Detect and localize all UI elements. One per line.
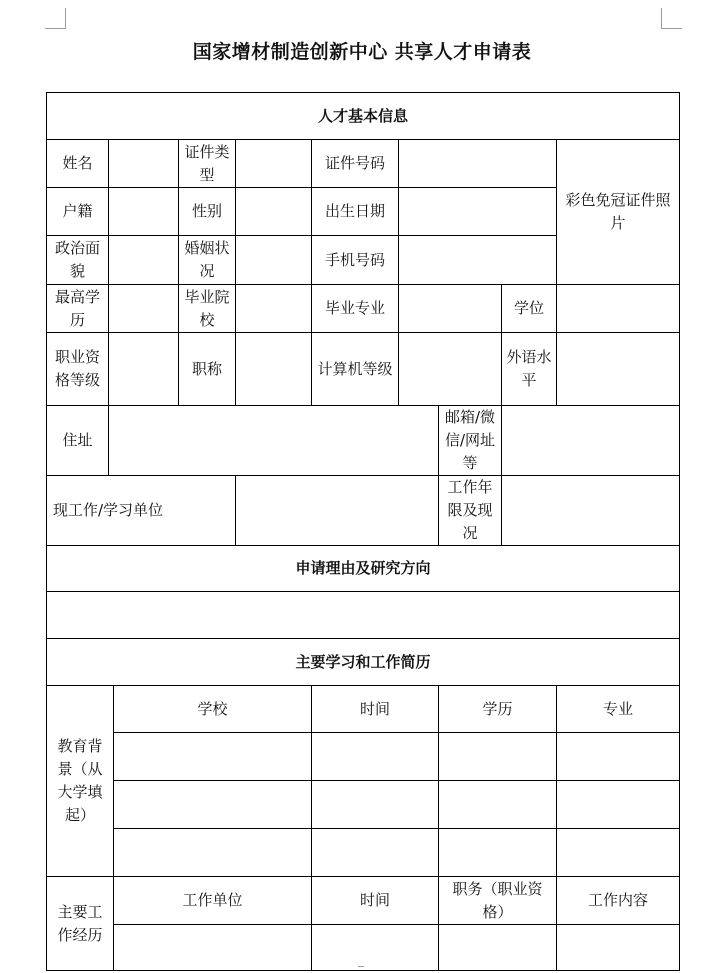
field-marital-status[interactable] [236,236,312,285]
field-computer-level[interactable] [399,333,502,406]
section-row-basic-info [47,93,680,140]
form-row [47,592,680,639]
page-corner-mark-left [45,8,66,29]
education-row [47,829,680,877]
label-work: 主要工作经历 [47,877,114,971]
label-hukou: 户籍 [47,188,109,236]
field-hukou[interactable] [109,188,179,236]
field-name[interactable] [109,140,179,188]
section-row-resume [47,639,680,686]
page-bottom-mark [358,966,364,970]
field-graduate-school[interactable] [236,285,312,333]
label-title-rank: 职称 [179,333,236,406]
work-header-content: 工作内容 [557,877,680,925]
work-header-position: 职务（职业资格） [439,877,557,925]
form-row [47,476,680,546]
form-row [47,140,680,188]
work-position-cell[interactable] [439,925,557,971]
field-degree[interactable] [557,285,680,333]
label-professional-level: 职业资格等级 [47,333,109,406]
field-current-employer[interactable] [236,476,439,546]
field-birth-date[interactable] [399,188,557,236]
field-id-type[interactable] [236,140,312,188]
field-highest-education[interactable] [109,285,179,333]
label-address: 住址 [47,406,109,476]
document-title: 国家增材制造创新中心 共享人才申请表 [192,41,532,63]
field-id-number[interactable] [399,140,557,188]
photo-box[interactable]: 彩色免冠证件照片 [557,140,680,285]
work-header-row [47,877,680,925]
application-form-table [46,92,680,971]
label-marital-status: 婚姻状况 [179,236,236,285]
education-school-cell[interactable] [114,781,312,829]
education-header-degree: 学历 [439,686,557,733]
education-major-cell[interactable] [557,781,680,829]
education-degree-cell[interactable] [439,733,557,781]
education-row [47,733,680,781]
field-foreign-language[interactable] [557,333,680,406]
field-address[interactable] [109,406,439,476]
field-major[interactable] [399,285,502,333]
field-email-wechat-web[interactable] [502,406,680,476]
label-mobile: 手机号码 [312,236,399,285]
work-row [47,925,680,971]
label-id-type: 证件类型 [179,140,236,188]
field-title-rank[interactable] [236,333,312,406]
label-major: 毕业专业 [312,285,399,333]
form-row [47,285,680,333]
education-header-time: 时间 [312,686,439,733]
label-birth-date: 出生日期 [312,188,399,236]
education-row [47,781,680,829]
form-row [47,406,680,476]
work-header-time: 时间 [312,877,439,925]
work-time-cell[interactable] [312,925,439,971]
label-gender: 性别 [179,188,236,236]
education-header-row [47,686,680,733]
education-school-cell[interactable] [114,829,312,877]
label-name: 姓名 [47,140,109,188]
label-graduate-school: 毕业院校 [179,285,236,333]
education-time-cell[interactable] [312,781,439,829]
field-gender[interactable] [236,188,312,236]
label-work-years: 工作年限及现况 [439,476,502,546]
label-highest-education: 最高学历 [47,285,109,333]
page-corner-mark-right [661,8,682,29]
work-header-employer: 工作单位 [114,877,312,925]
label-education: 教育背景（从大学填起） [47,686,114,877]
education-degree-cell[interactable] [439,781,557,829]
education-time-cell[interactable] [312,733,439,781]
field-mobile[interactable] [399,236,557,285]
field-work-years[interactable] [502,476,680,546]
education-major-cell[interactable] [557,829,680,877]
education-header-school: 学校 [114,686,312,733]
education-header-major: 专业 [557,686,680,733]
work-employer-cell[interactable] [114,925,312,971]
work-content-cell[interactable] [557,925,680,971]
field-reason[interactable] [47,592,680,639]
label-current-employer: 现工作/学习单位 [47,476,236,546]
label-degree: 学位 [502,285,557,333]
education-time-cell[interactable] [312,829,439,877]
label-political-status: 政治面貌 [47,236,109,285]
field-professional-level[interactable] [109,333,179,406]
education-school-cell[interactable] [114,733,312,781]
section-header-reason: 申请理由及研究方向 [47,546,680,592]
field-political-status[interactable] [109,236,179,285]
label-computer-level: 计算机等级 [312,333,399,406]
education-degree-cell[interactable] [439,829,557,877]
label-id-number: 证件号码 [312,140,399,188]
form-row [47,333,680,406]
section-header-basic-info: 人才基本信息 [47,93,680,140]
education-major-cell[interactable] [557,733,680,781]
section-header-resume: 主要学习和工作简历 [47,639,680,686]
label-email-wechat-web: 邮箱/微信/网址等 [439,406,502,476]
label-foreign-language: 外语水平 [502,333,557,406]
section-row-reason [47,546,680,592]
